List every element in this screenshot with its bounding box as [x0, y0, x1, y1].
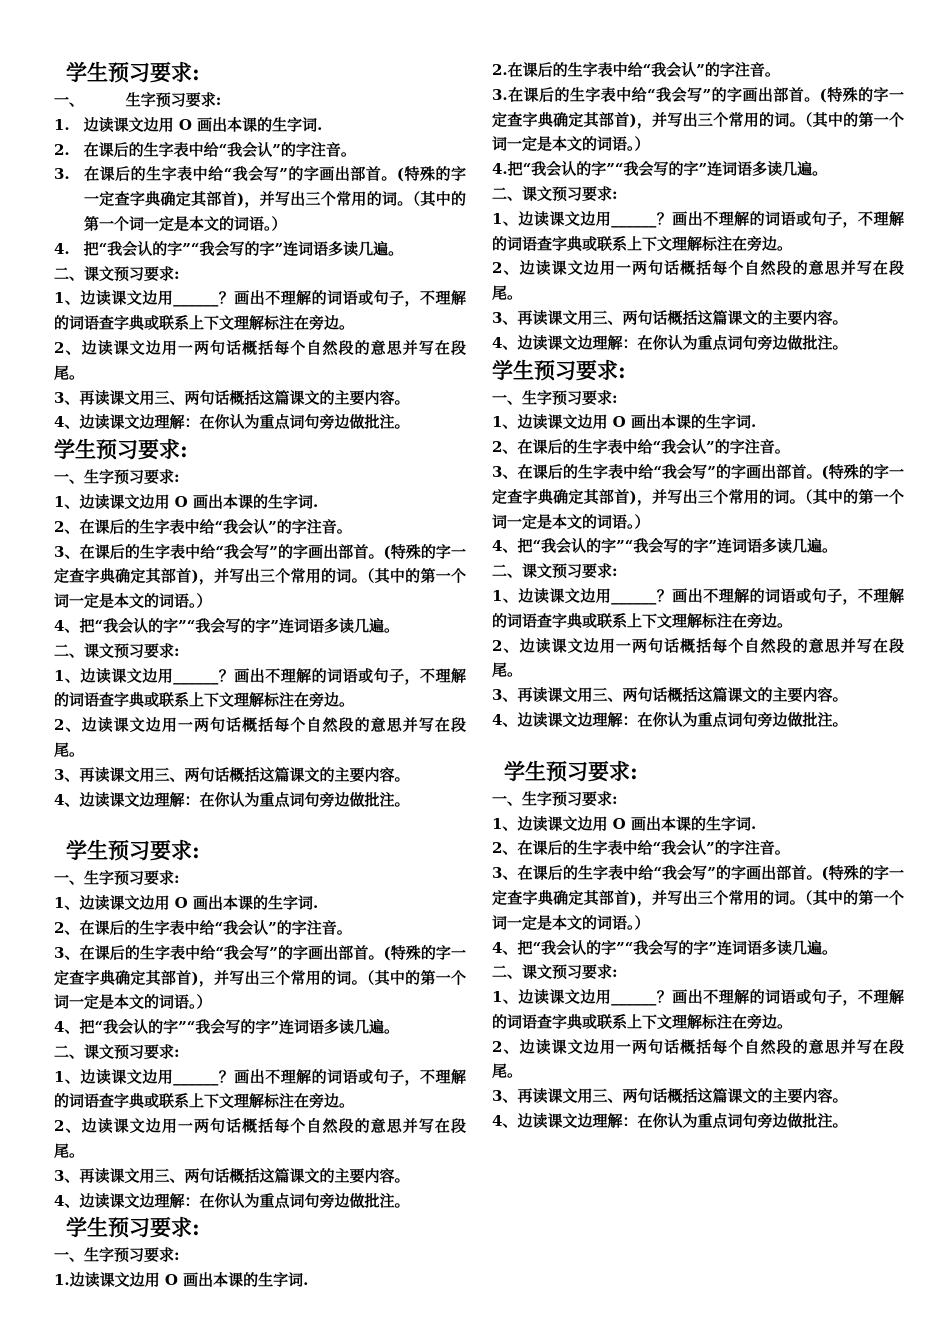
list-item: 1、边读课文边用 O 画出本课的生字词. — [492, 814, 757, 833]
list-item: 4、把“我会认的字”“我会写的字”连词语多读几遍。 — [54, 616, 399, 635]
list-item: 2. 在课后的生字表中给“我会认”的字注音。 — [54, 140, 356, 159]
block-title: 学生预习要求: — [66, 1215, 200, 1241]
list-item: 2、边读课文边用一两句话概括每个自然段的意思并写在段尾。 — [54, 716, 466, 759]
list-item: 4、把“我会认的字”“我会写的字”连词语多读几遍。 — [492, 537, 837, 556]
block-c — [54, 836, 466, 1213]
block-title: 学生预习要求: — [66, 838, 200, 864]
section-header: 一、生字预习要求: — [54, 1246, 180, 1265]
list-item: 3、在课后的生字表中给“我会写”的字画出部首。(特殊的字一定查字典确定其部首)，并写出三个常用的词。（其中的第一个词一定是本文的词语。） — [54, 542, 467, 611]
list-item: 4、边读课文边理解：在你认为重点词句旁边做批注。 — [54, 790, 410, 809]
section-header: 一、生字预习要求: — [492, 388, 618, 407]
block-b — [54, 435, 466, 812]
list-item: 2、在课后的生字表中给“我会认”的字注音。 — [54, 517, 352, 536]
list-item: 4、把“我会认的字”“我会写的字”连词语多读几遍。 — [54, 1018, 399, 1037]
block-d — [54, 1213, 466, 1293]
section-header: 二、课文预习要求: — [492, 184, 618, 203]
list-item: 1、边读课文边用______？画出不理解的词语或句子，不理解的词语查字典或联系上下文理解标注在旁边。 — [54, 1067, 466, 1111]
list-item: 3.在课后的生字表中给“我会写”的字画出部首。(特殊的字一定查字典确定其部首)，并写出三个常用的词。（其中的第一个词一定是本文的词语。） — [492, 85, 904, 154]
list-item: 2、在课后的生字表中给“我会认”的字注音。 — [492, 839, 790, 858]
list-item: 1. 边读课文边用 O 画出本课的生字词. — [54, 115, 323, 134]
right-column — [492, 58, 904, 1134]
list-item: 4、边读课文边理解：在你认为重点词句旁边做批注。 — [492, 1112, 848, 1131]
list-item: 2、边读课文边用一两句话概括每个自然段的意思并写在段尾。 — [492, 1037, 904, 1081]
list-item: 1、边读课文边用 O 画出本课的生字词. — [54, 492, 319, 511]
list-item: 4、边读课文边理解：在你认为重点词句旁边做批注。 — [54, 1191, 410, 1210]
list-item: 2.在课后的生字表中给“我会认”的字注音。 — [492, 61, 780, 79]
list-item: 3、再读课文用三、两句话概括这篇课文的主要内容。 — [492, 686, 848, 705]
left-column — [54, 58, 466, 1293]
list-item: 4、边读课文边理解：在你认为重点词句旁边做批注。 — [54, 413, 410, 432]
list-item: 1、边读课文边用 O 画出本课的生字词. — [492, 413, 757, 432]
section-header: 一、 生字预习要求: — [54, 91, 222, 109]
block-title: 学生预习要求: — [492, 357, 626, 383]
list-item: 3、再读课文用三、两句话概括这篇课文的主要内容。 — [54, 1166, 410, 1185]
list-item: 2、边读课文边用一两句话概括每个自然段的意思并写在段尾。 — [54, 1117, 466, 1161]
list-item: 3、再读课文用三、两句话概括这篇课文的主要内容。 — [54, 765, 410, 784]
block-d-continued — [492, 58, 904, 356]
list-item: 3、再读课文用三、两句话概括这篇课文的主要内容。 — [492, 308, 848, 327]
list-item: 4. 把“我会认的字”“我会写的字”连词语多读几遍。 — [54, 239, 404, 258]
section-header: 二、课文预习要求: — [54, 1042, 180, 1061]
block-a — [54, 58, 466, 435]
list-item: 4、边读课文边理解：在你认为重点词句旁边做批注。 — [492, 333, 848, 352]
section-header: 二、课文预习要求: — [54, 264, 180, 283]
section-header: 一、生字预习要求: — [492, 789, 618, 808]
section-header: 二、课文预习要求: — [54, 641, 180, 660]
list-item: 3、在课后的生字表中给“我会写”的字画出部首。(特殊的字一定查字典确定其部首)，并写出三个常用的词。（其中的第一个词一定是本文的词语。） — [492, 864, 905, 932]
list-item: 3、在课后的生字表中给“我会写”的字画出部首。(特殊的字一定查字典确定其部首)，并写出三个常用的词。（其中的第一个词一定是本文的词语。） — [54, 943, 467, 1012]
section-header: 二、课文预习要求: — [492, 963, 618, 982]
block-title: 学生预习要求: — [54, 437, 188, 463]
list-item: 1、边读课文边用______？画出不理解的词语或句子，不理解的词语查字典或联系上下文理解标注在旁边。 — [492, 586, 904, 630]
list-item: 1、边读课文边用______？画出不理解的词语或句子，不理解的词语查字典或联系上下文理解标注在旁边。 — [492, 988, 904, 1031]
list-item: 2、边读课文边用一两句话概括每个自然段的意思并写在段尾。 — [492, 636, 904, 680]
list-item: 4.把“我会认的字”“我会写的字”连词语多读几遍。 — [492, 160, 828, 179]
block-e — [492, 356, 904, 733]
list-item: 2、边读课文边用一两句话概括每个自然段的意思并写在段尾。 — [54, 338, 466, 382]
list-item: 4、边读课文边理解：在你认为重点词句旁边做批注。 — [492, 710, 848, 729]
list-item: 2、在课后的生字表中给“我会认”的字注音。 — [492, 438, 790, 457]
block-f — [492, 757, 904, 1134]
list-item: 1、边读课文边用______？画出不理解的词语或句子，不理解的词语查字典或联系上下文理解标注在旁边。 — [492, 209, 904, 253]
list-item: 2、在课后的生字表中给“我会认”的字注音。 — [54, 918, 352, 937]
list-item: 2、边读课文边用一两句话概括每个自然段的意思并写在段尾。 — [492, 259, 904, 303]
section-header: 二、课文预习要求: — [492, 562, 618, 581]
list-item: 3、再读课文用三、两句话概括这篇课文的主要内容。 — [54, 388, 410, 407]
list-item: 3. 在课后的生字表中给“我会写”的字画出部首。(特殊的字一定查字典确定其部首)，并写出三个常用的词。（其中的第一个词一定是本文的词语。） — [54, 165, 466, 233]
list-item: 1.边读课文边用 O 画出本课的生字词. — [54, 1271, 309, 1290]
block-title: 学生预习要求: — [504, 758, 638, 784]
list-item: 3、再读课文用三、两句话概括这篇课文的主要内容。 — [492, 1087, 848, 1106]
list-item: 1、边读课文边用 O 画出本课的生字词. — [54, 894, 319, 913]
list-item: 1、边读课文边用______？画出不理解的词语或句子，不理解的词语查字典或联系上下文理解标注在旁边。 — [54, 666, 466, 710]
section-header: 一、生字预习要求: — [54, 468, 180, 487]
list-item: 1、边读课文边用______？画出不理解的词语或句子，不理解的词语查字典或联系上下文理解标注在旁边。 — [54, 289, 466, 333]
list-item: 3、在课后的生字表中给“我会写”的字画出部首。(特殊的字一定查字典确定其部首)，并写出三个常用的词。（其中的第一个词一定是本文的词语。） — [492, 462, 905, 531]
list-item: 4、把“我会认的字”“我会写的字”连词语多读几遍。 — [492, 938, 837, 957]
block-title: 学生预习要求: — [66, 60, 200, 85]
section-header: 一、生字预习要求: — [54, 869, 180, 888]
